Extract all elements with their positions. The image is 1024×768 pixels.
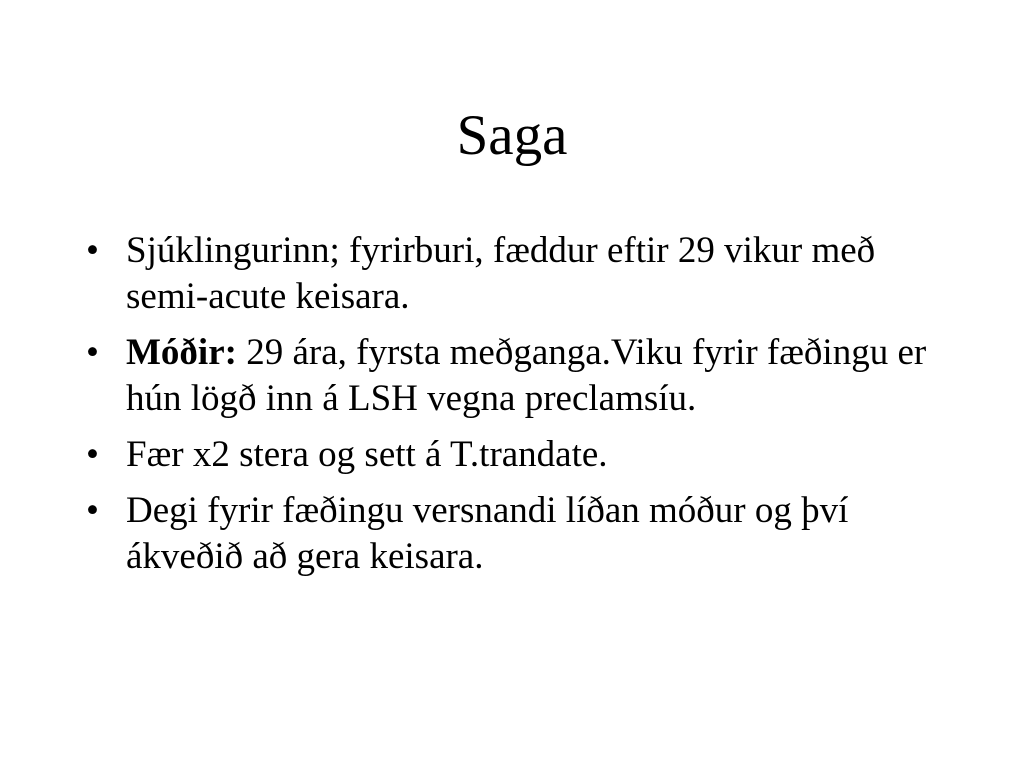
bullet-text: Degi fyrir fæðingu versnandi líðan móður og því ákveðið að gera keisara. [126, 490, 849, 577]
slide-title: Saga [456, 104, 568, 167]
bullet-icon: • [86, 230, 99, 271]
bullet-icon: • [86, 490, 99, 531]
bullet-item-4 [86, 488, 936, 580]
bullet-icon: • [86, 434, 99, 475]
bullet-item-2 [86, 330, 936, 422]
bullet-icon: • [86, 332, 99, 373]
bullet-text: Sjúklingurinn; fyrirburi, fæddur eftir 29 vikur með semi-acute keisara. [126, 230, 876, 317]
bullet-text: Fær x2 stera og sett á T.trandate. [126, 434, 608, 475]
bullet-bold-label: Móðir: [126, 332, 237, 373]
bullet-item-3 [86, 432, 936, 478]
bullet-item-1 [86, 228, 936, 320]
bullet-text: 29 ára, fyrsta meðganga.Viku fyrir fæðingu er hún lögð inn á LSH vegna preclamsíu. [126, 332, 927, 419]
bullet-list [86, 228, 936, 590]
